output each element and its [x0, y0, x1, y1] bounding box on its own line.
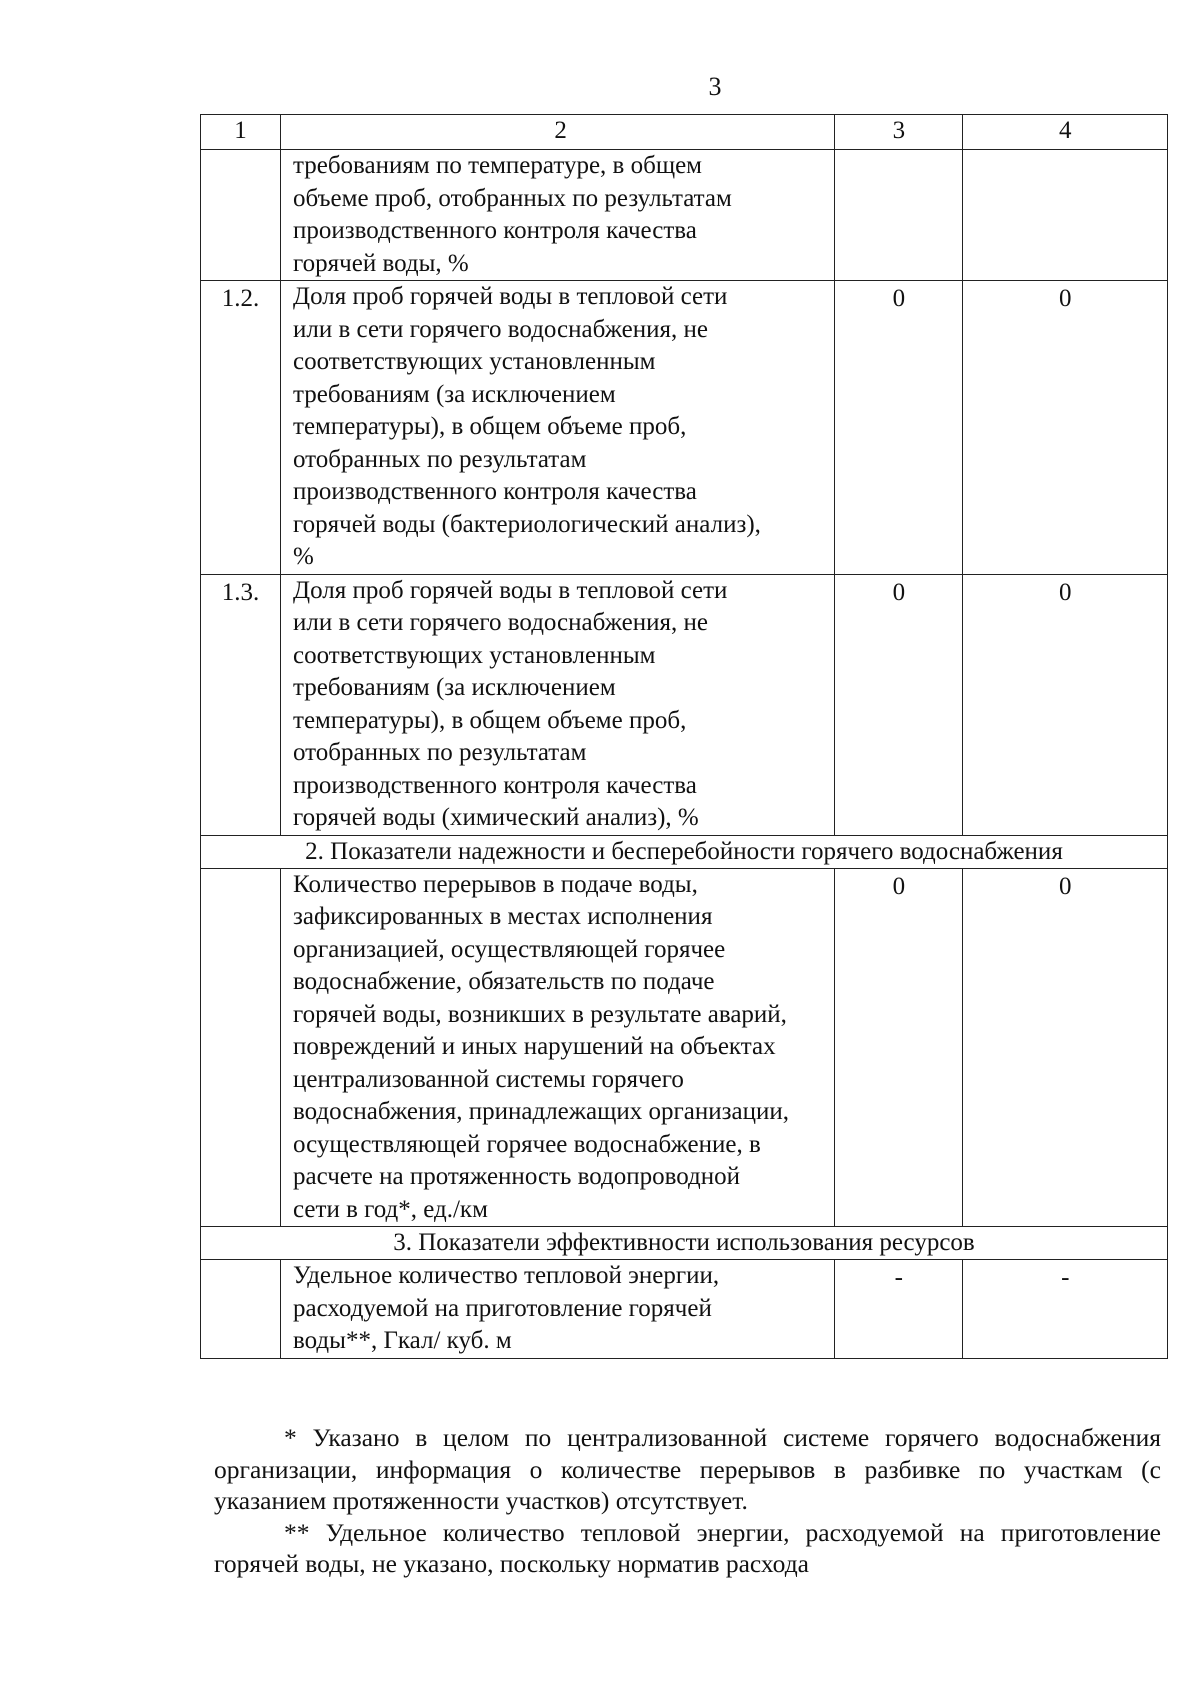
- row-value-col3: 0: [835, 574, 963, 835]
- footnote-2: ** Удельное количество тепловой энергии, расходуемой на приготовление горячей воды, не указано, поскольку норматив расхода: [214, 1517, 1161, 1578]
- row-description: [281, 1260, 835, 1359]
- section-3-title: 3. Показатели эффективности использования ресурсов: [201, 1227, 1168, 1260]
- row-description-text: Количество перерывов в подаче воды, зафиксированных в местах исполнения организацией, осуществляющей горячее водоснабжение, обязательств по подаче горячей воды, возникших в результате аварий, повреждений и иных нарушений на объектах централизованной системы горячего водоснабжения, принадлежащих организации, осуществляющей горячее водоснабжение, в расчете на протяженность водопроводной сети в год*, ед./км: [293, 870, 789, 1223]
- row-description-text: требованиям по температуре, в общем объеме проб, отобранных по результатам производственного контроля качества горячей воды, %: [293, 152, 732, 277]
- header-col-2: 2: [281, 115, 835, 150]
- header-col-1: 1: [201, 115, 281, 150]
- table-row: [201, 574, 1168, 835]
- row-number: 1.3.: [201, 574, 281, 835]
- row-number: [201, 150, 281, 281]
- row-description: [281, 150, 835, 281]
- table-row: [201, 868, 1168, 1227]
- row-value-col4: 0: [963, 574, 1168, 835]
- section-2-title: 2. Показатели надежности и бесперебойности горячего водоснабжения: [201, 835, 1168, 868]
- table-header-row: [201, 115, 1168, 150]
- row-description-text: Доля проб горячей воды в тепловой сети или в сети горячего водоснабжения, не соответствующих установленным требованиям (за исключением температуры), в общем объеме проб, отобранных по результатам производственного контроля качества горячей воды (бактериологический анализ), %: [293, 283, 761, 570]
- row-number: 1.2.: [201, 281, 281, 575]
- row-description: [281, 574, 835, 835]
- footnotes: [214, 1422, 1161, 1580]
- row-value-col4: 0: [963, 281, 1168, 575]
- row-description: [281, 281, 835, 575]
- row-value-col3: 0: [835, 281, 963, 575]
- row-number: [201, 868, 281, 1227]
- section-header-row: [201, 835, 1168, 868]
- table-row: [201, 1260, 1168, 1359]
- indicators-table: [200, 114, 1168, 1359]
- row-value-col4: -: [963, 1260, 1168, 1359]
- footnote-1: * Указано в целом по централизованной системе горячего водоснабжения организации, информация о количестве перерывов в разбивке по участкам (с указанием протяженности участков) отсутствует.: [214, 1423, 1161, 1515]
- row-value-col3: -: [835, 1260, 963, 1359]
- header-col-3: 3: [835, 115, 963, 150]
- row-description-text: Доля проб горячей воды в тепловой сети или в сети горячего водоснабжения, не соответствующих установленным требованиям (за исключением температуры), в общем объеме проб, отобранных по результатам производственного контроля качества горячей воды (химический анализ), %: [293, 576, 728, 831]
- row-value-col4: [963, 150, 1168, 281]
- row-number: [201, 1260, 281, 1359]
- table-row: [201, 150, 1168, 281]
- row-description: [281, 868, 835, 1227]
- page-number: 3: [708, 72, 722, 101]
- row-value-col4: 0: [963, 868, 1168, 1227]
- row-value-col3: [835, 150, 963, 281]
- section-header-row: [201, 1227, 1168, 1260]
- header-col-4: 4: [963, 115, 1168, 150]
- row-value-col3: 0: [835, 868, 963, 1227]
- row-description-text: Удельное количество тепловой энергии, расходуемой на приготовление горячей воды**, Гкал/ куб. м: [293, 1262, 720, 1354]
- table-row: [201, 281, 1168, 575]
